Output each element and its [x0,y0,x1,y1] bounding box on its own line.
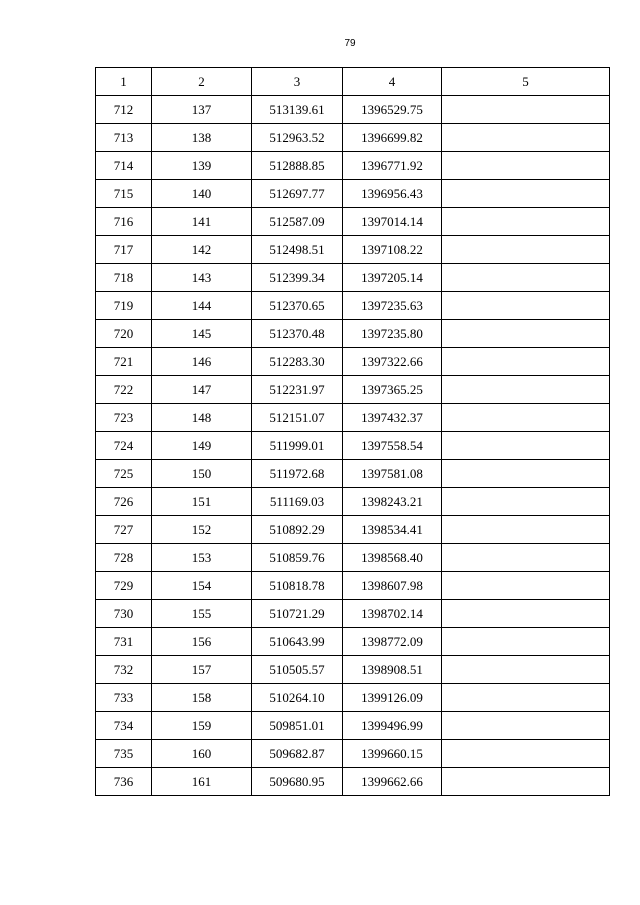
table-cell [442,376,610,404]
table-cell: 727 [96,516,152,544]
table-row [96,768,610,796]
table-row [96,320,610,348]
table-cell [442,236,610,264]
table-cell: 715 [96,180,152,208]
table-cell: 735 [96,740,152,768]
table-cell [442,320,610,348]
table-cell: 140 [152,180,252,208]
table-cell: 731 [96,628,152,656]
coordinates-table [95,67,610,796]
table-cell: 510859.76 [252,544,343,572]
table-row [96,180,610,208]
table-cell [442,348,610,376]
table-cell: 1398908.51 [343,656,442,684]
table-row [96,740,610,768]
table-cell: 153 [152,544,252,572]
table-cell: 509851.01 [252,712,343,740]
table-cell [442,264,610,292]
table-cell: 139 [152,152,252,180]
table-cell: 512370.65 [252,292,343,320]
table-cell: 719 [96,292,152,320]
table-row [96,432,610,460]
table-row [96,572,610,600]
table-cell: 1397581.08 [343,460,442,488]
table-row [96,236,610,264]
table-cell [442,628,610,656]
table-cell: 1398243.21 [343,488,442,516]
table-cell: 511972.68 [252,460,343,488]
table-header [96,68,610,96]
table-row [96,488,610,516]
table-cell: 1397432.37 [343,404,442,432]
table-row [96,264,610,292]
table-cell: 1397235.80 [343,320,442,348]
table-cell: 736 [96,768,152,796]
table-row [96,712,610,740]
table-cell [442,292,610,320]
table-cell: 142 [152,236,252,264]
table-cell: 150 [152,460,252,488]
table-cell: 156 [152,628,252,656]
table-cell: 154 [152,572,252,600]
table-cell: 730 [96,600,152,628]
table-cell [442,124,610,152]
table-cell: 1397558.54 [343,432,442,460]
table-cell: 720 [96,320,152,348]
column-header: 3 [252,68,343,96]
column-header: 4 [343,68,442,96]
table-cell: 141 [152,208,252,236]
table-cell: 161 [152,768,252,796]
table-cell: 148 [152,404,252,432]
table-cell: 721 [96,348,152,376]
table-row [96,292,610,320]
table-cell: 724 [96,432,152,460]
table-cell: 510505.57 [252,656,343,684]
column-header: 5 [442,68,610,96]
table-cell [442,208,610,236]
table-cell: 726 [96,488,152,516]
table-cell: 512151.07 [252,404,343,432]
table-cell: 1399126.09 [343,684,442,712]
table-cell: 713 [96,124,152,152]
table-row [96,348,610,376]
table-cell: 512370.48 [252,320,343,348]
table-cell [442,404,610,432]
table-row [96,656,610,684]
table-cell [442,600,610,628]
table-cell [442,544,610,572]
table-cell [442,516,610,544]
table-cell: 725 [96,460,152,488]
table-cell: 511999.01 [252,432,343,460]
table-cell: 510264.10 [252,684,343,712]
table-cell: 152 [152,516,252,544]
table-row [96,628,610,656]
table-cell [442,740,610,768]
table-row [96,600,610,628]
table-cell: 1399496.99 [343,712,442,740]
table-cell: 145 [152,320,252,348]
table-cell: 1397205.14 [343,264,442,292]
table-cell [442,152,610,180]
table-cell: 509680.95 [252,768,343,796]
table-cell: 1396699.82 [343,124,442,152]
table-cell: 1398534.41 [343,516,442,544]
table-cell: 717 [96,236,152,264]
column-header: 1 [96,68,152,96]
table-cell: 147 [152,376,252,404]
table-cell: 149 [152,432,252,460]
table-cell: 722 [96,376,152,404]
table-cell: 512587.09 [252,208,343,236]
table-row [96,208,610,236]
table-cell: 146 [152,348,252,376]
table-cell: 158 [152,684,252,712]
page-number: 79 [344,38,356,49]
table-cell: 1397014.14 [343,208,442,236]
table-cell: 144 [152,292,252,320]
table-cell: 155 [152,600,252,628]
table-header-row [96,68,610,96]
table-cell: 512888.85 [252,152,343,180]
table-cell: 1397235.63 [343,292,442,320]
table-cell: 512231.97 [252,376,343,404]
table-cell [442,96,610,124]
table-cell: 1397108.22 [343,236,442,264]
table-row [96,544,610,572]
table-cell: 1398568.40 [343,544,442,572]
table-body [96,96,610,796]
table-cell: 511169.03 [252,488,343,516]
table-cell: 512697.77 [252,180,343,208]
table-cell: 1396529.75 [343,96,442,124]
table-cell: 510643.99 [252,628,343,656]
table-cell: 510721.29 [252,600,343,628]
table-cell: 732 [96,656,152,684]
table-cell: 716 [96,208,152,236]
table-cell: 1397365.25 [343,376,442,404]
table-cell: 159 [152,712,252,740]
table-cell [442,572,610,600]
table-cell: 714 [96,152,152,180]
table-cell: 1398702.14 [343,600,442,628]
table-cell: 728 [96,544,152,572]
table-cell: 510818.78 [252,572,343,600]
table-row [96,152,610,180]
table-row [96,96,610,124]
table-cell: 1396771.92 [343,152,442,180]
table-cell: 137 [152,96,252,124]
table-cell [442,712,610,740]
table-row [96,460,610,488]
table-row [96,376,610,404]
table-cell [442,460,610,488]
table-row [96,404,610,432]
table-cell: 1399662.66 [343,768,442,796]
table-cell: 512498.51 [252,236,343,264]
table-cell: 509682.87 [252,740,343,768]
table-cell [442,656,610,684]
table-cell: 143 [152,264,252,292]
table-cell: 1396956.43 [343,180,442,208]
table-cell [442,432,610,460]
table-row [96,684,610,712]
table-row [96,124,610,152]
table-cell: 157 [152,656,252,684]
table-cell: 733 [96,684,152,712]
table-cell [442,684,610,712]
table-cell: 1398772.09 [343,628,442,656]
table-cell: 1397322.66 [343,348,442,376]
table-cell: 729 [96,572,152,600]
table-cell: 160 [152,740,252,768]
table-cell [442,768,610,796]
table-cell: 712 [96,96,152,124]
table-cell: 512399.34 [252,264,343,292]
table-cell: 734 [96,712,152,740]
table-cell: 513139.61 [252,96,343,124]
table-cell [442,488,610,516]
table-row [96,516,610,544]
table-cell: 512963.52 [252,124,343,152]
table-cell: 723 [96,404,152,432]
table-cell: 151 [152,488,252,516]
table-cell [442,180,610,208]
table-cell: 1398607.98 [343,572,442,600]
column-header: 2 [152,68,252,96]
table-cell: 512283.30 [252,348,343,376]
table-cell: 1399660.15 [343,740,442,768]
table-cell: 138 [152,124,252,152]
table-cell: 718 [96,264,152,292]
table-cell: 510892.29 [252,516,343,544]
